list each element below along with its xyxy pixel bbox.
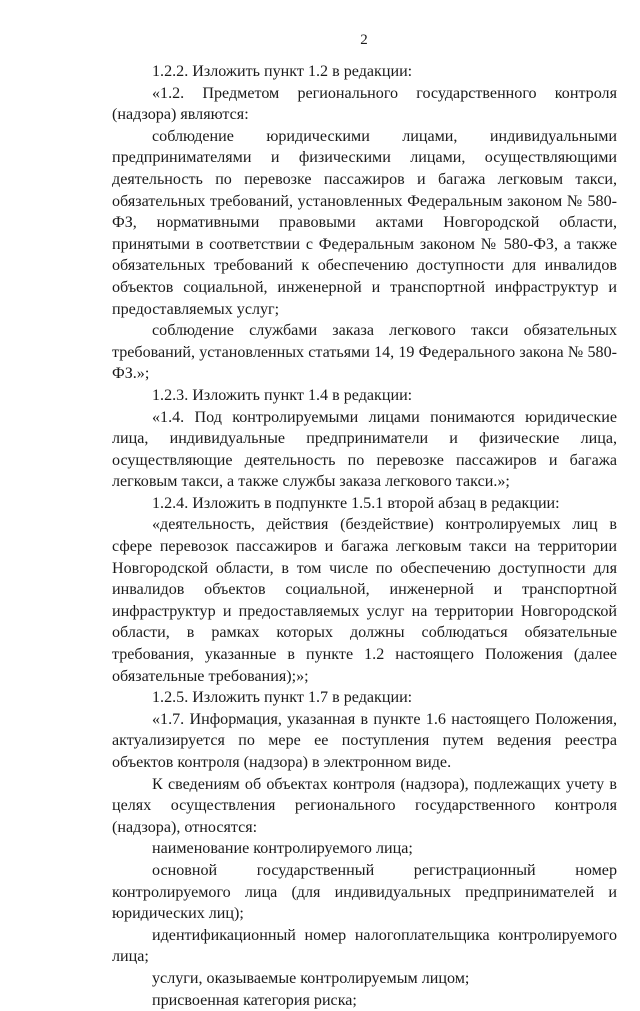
list-item-ogrn: основной государственный регистрационный номер контролируемого лица (для индивидуальных предпринимателей и юридических лиц); — [112, 861, 617, 923]
paragraph-1-7-text: «1.7. Информация, указанная в пункте 1.6 настоящего Положения, актуализируется по мере ее поступления путем ведения реестра объектов контроля (надзора) в электронном виде. — [112, 710, 617, 771]
paragraph-compliance-taxi-services: соблюдение службами заказа легкового такси обязательных требований, установленных статьями 14, 19 Федерального закона № 580-ФЗ.»; — [112, 322, 617, 383]
paragraph-1-2-2-heading: 1.2.2. Изложить пункт 1.2 в редакции: — [152, 63, 413, 80]
paragraph-1-2-4-heading: 1.2.4. Изложить в подпункте 1.5.1 второй абзац в редакции: — [152, 494, 560, 512]
list-item-services: услуги, оказываемые контролируемым лицом; — [152, 969, 470, 987]
list-item-name: наименование контролируемого лица; — [152, 840, 413, 858]
paragraph-1-2-3-heading: 1.2.3. Изложить пункт 1.4 в редакции: — [152, 386, 413, 404]
document-body — [112, 61, 617, 1011]
paragraph-control-objects-info: К сведениям об объектах контроля (надзора), подлежащих учету в целях осуществления регионального государственного контроля (надзора), относятся: — [112, 775, 617, 836]
paragraph-1-4-text: «1.4. Под контролируемыми лицами понимаются юридические лица, индивидуальные предприниматели и физические лица, осуществляющие деятельность по перевозке пассажиров и багажа легковым такси, а также службы заказа легкового такси.»; — [112, 408, 617, 491]
paragraph-1-2-text: «1.2. Предметом регионального государственного контроля (надзора) являются: — [112, 84, 617, 124]
page-number: 2 — [360, 32, 368, 48]
paragraph-1-5-1-text: «деятельность, действия (бездействие) контролируемых лиц в сфере перевозок пассажиров и багажа легковым такси на территории Новгородской области, в том числе по обеспечению доступности для инвалидов объектов социальной, инженерной и транспортной инфраструктур и предоставляемых услуг на территории Новгородской области, в рамках которых должны соблюдаться обязательные требования, указанные в пункте 1.2 настоящего Положения (далее обязательные требования);»; — [112, 516, 617, 685]
list-item-risk-category: присвоенная категория риска; — [152, 991, 357, 1009]
paragraph-1-2-5-heading: 1.2.5. Изложить пункт 1.7 в редакции: — [152, 689, 413, 707]
paragraph-compliance-carriers: соблюдение юридическими лицами, индивидуальными предпринимателями и физическими лицами, осуществляющими деятельность по перевозке пассажиров и багажа легковым такси, обязательных требований, установленных Федеральным законом № 580-ФЗ, нормативными правовыми актами Новгородской области, принятыми в соответствии с Федеральным законом № 580-ФЗ, а также обязательных требований к обеспечению доступности для инвалидов объектов социальной, инженерной и транспортной инфраструктур и предоставляемых услуг; — [112, 127, 617, 318]
list-item-inn: идентификационный номер налогоплательщика контролируемого лица; — [112, 926, 617, 966]
